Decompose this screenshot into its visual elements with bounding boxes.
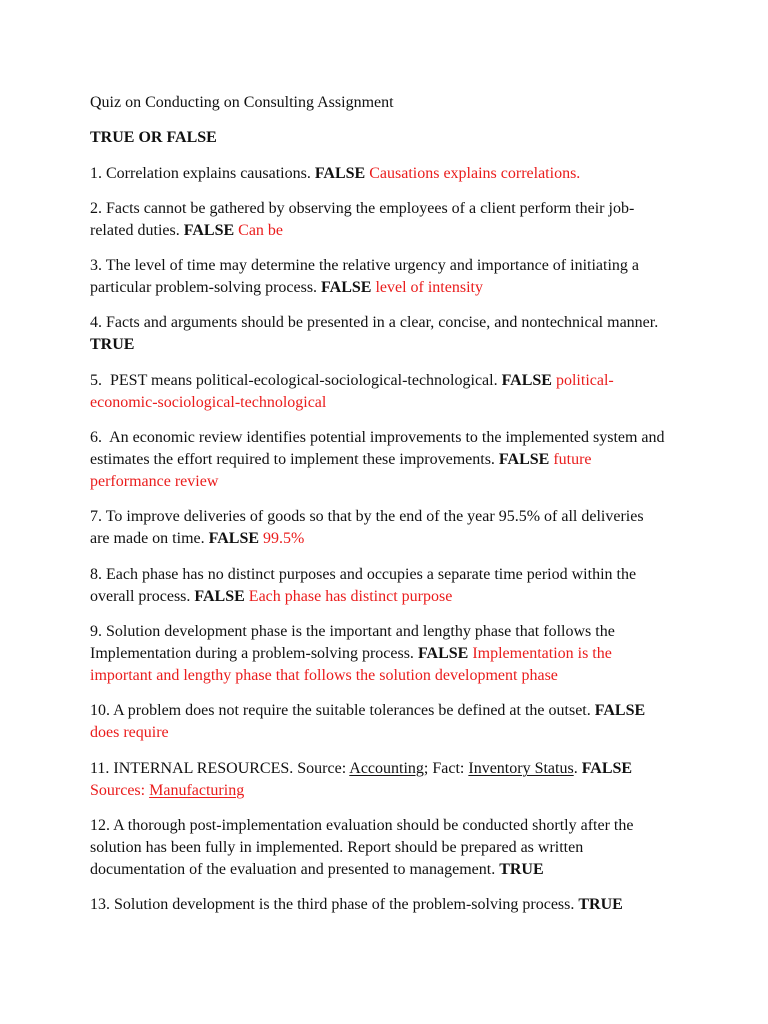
correction-text: does require bbox=[90, 724, 169, 742]
correction-text: 99.5% bbox=[259, 530, 305, 548]
question-text: Implementation during a problem-solving process. bbox=[90, 644, 418, 662]
answer-label: FALSE bbox=[594, 702, 646, 720]
quiz-item-line bbox=[90, 198, 665, 220]
quiz-item-4 bbox=[90, 312, 665, 356]
quiz-item-line bbox=[90, 471, 665, 493]
quiz-item-line bbox=[90, 780, 665, 802]
correction-text: Implementation is the bbox=[468, 644, 612, 662]
quiz-item-line bbox=[90, 277, 665, 299]
quiz-item-5 bbox=[90, 370, 665, 414]
quiz-item-line bbox=[90, 312, 665, 334]
document-title: Quiz on Conducting on Consulting Assignment bbox=[90, 94, 394, 111]
question-text: solution has been fully in implemented. Report should be prepared as written bbox=[90, 838, 584, 856]
question-text: 2. Facts cannot be gathered by observing the employees of a client perform their job- bbox=[90, 199, 635, 217]
answer-label: TRUE bbox=[90, 336, 135, 354]
question-text: 13. Solution development is the third phase of the problem-solving process. bbox=[90, 896, 579, 914]
answer-label: FALSE bbox=[208, 530, 260, 548]
answer-label: TRUE bbox=[499, 860, 544, 878]
correction-text: Each phase has distinct purpose bbox=[244, 587, 453, 605]
correction-text: political- bbox=[551, 371, 614, 389]
correction-text: performance review bbox=[90, 473, 219, 491]
correction-text: future bbox=[549, 451, 592, 469]
question-text: are made on time. bbox=[90, 530, 209, 548]
quiz-item-6 bbox=[90, 427, 665, 493]
quiz-item-line bbox=[90, 894, 665, 916]
quiz-item-line bbox=[90, 528, 665, 550]
quiz-item-line bbox=[90, 586, 665, 608]
question-text: 1. Correlation explains causations. bbox=[90, 164, 315, 182]
quiz-item-line bbox=[90, 621, 665, 643]
quiz-item-line bbox=[90, 255, 665, 277]
underlined-term: Inventory Status bbox=[468, 759, 574, 777]
quiz-item-line bbox=[90, 643, 665, 665]
answer-label: FALSE bbox=[194, 587, 245, 605]
quiz-item-line bbox=[90, 758, 665, 780]
answer-label: FALSE bbox=[501, 371, 552, 389]
quiz-item-10 bbox=[90, 700, 665, 744]
underlined-correction: Manufacturing bbox=[149, 781, 245, 799]
quiz-item-line bbox=[90, 837, 665, 859]
quiz-item-line bbox=[90, 370, 665, 392]
answer-label: FALSE bbox=[314, 164, 366, 182]
question-text: overall process. bbox=[90, 587, 195, 605]
correction-text: important and lengthy phase that follows the solution development phase bbox=[90, 666, 558, 684]
correction-text: level of intensity bbox=[371, 279, 483, 297]
underlined-term: Accounting bbox=[349, 759, 424, 777]
answer-label: FALSE bbox=[321, 279, 372, 297]
quiz-item-1 bbox=[90, 163, 665, 185]
question-text: 10. A problem does not require the suitable tolerances be defined at the outset. bbox=[90, 702, 595, 720]
quiz-item-line bbox=[90, 700, 665, 722]
quiz-item-line bbox=[90, 564, 665, 586]
quiz-item-line bbox=[90, 334, 665, 356]
quiz-item-7 bbox=[90, 506, 665, 550]
question-text: ; Fact: bbox=[423, 759, 469, 777]
question-text: 11. INTERNAL RESOURCES. Source: bbox=[90, 759, 350, 777]
question-text: 3. The level of time may determine the relative urgency and importance of initiating a bbox=[90, 257, 639, 275]
quiz-item-8 bbox=[90, 564, 665, 608]
answer-label: FALSE bbox=[498, 451, 550, 469]
section-heading: TRUE OR FALSE bbox=[90, 129, 217, 147]
question-text: 8. Each phase has no distinct purposes and occupies a separate time period within the bbox=[90, 565, 637, 583]
quiz-item-line bbox=[90, 665, 665, 687]
quiz-items bbox=[90, 163, 665, 917]
quiz-item-line bbox=[90, 392, 665, 414]
question-text: 9. Solution development phase is the important and lengthy phase that follows the bbox=[90, 622, 615, 640]
question-text: 5. PEST means political-ecological-sociological-technological. bbox=[90, 371, 502, 389]
quiz-item-line bbox=[90, 163, 665, 185]
quiz-item-line bbox=[90, 859, 665, 881]
quiz-item-13 bbox=[90, 894, 665, 916]
quiz-item-line bbox=[90, 449, 665, 471]
question-text: . bbox=[573, 759, 582, 777]
question-text: documentation of the evaluation and presented to management. bbox=[90, 860, 500, 878]
question-text: related duties. bbox=[90, 221, 184, 239]
quiz-item-line bbox=[90, 220, 665, 242]
question-text: 4. Facts and arguments should be presented in a clear, concise, and nontechnical manner. bbox=[90, 314, 659, 332]
answer-label: FALSE bbox=[581, 759, 633, 777]
question-text: 7. To improve deliveries of goods so that by the end of the year 95.5% of all deliveries bbox=[90, 508, 644, 526]
answer-label: FALSE bbox=[183, 221, 235, 239]
quiz-item-9 bbox=[90, 621, 665, 687]
question-text: estimates the effort required to implement these improvements. bbox=[90, 451, 499, 469]
document-page bbox=[90, 92, 665, 929]
correction-text: Can be bbox=[234, 221, 284, 239]
quiz-item-line bbox=[90, 815, 665, 837]
correction-text: Causations explains correlations. bbox=[365, 164, 581, 182]
question-text: 6. An economic review identifies potential improvements to the implemented system and bbox=[90, 429, 665, 447]
quiz-item-line bbox=[90, 427, 665, 449]
answer-label: FALSE bbox=[417, 644, 469, 662]
quiz-item-3 bbox=[90, 255, 665, 299]
quiz-item-2 bbox=[90, 198, 665, 242]
quiz-item-line bbox=[90, 506, 665, 528]
correction-text: Sources: bbox=[90, 781, 150, 799]
correction-text: economic-sociological-technological bbox=[90, 393, 327, 411]
answer-label: TRUE bbox=[578, 896, 623, 914]
quiz-item-12 bbox=[90, 815, 665, 881]
quiz-item-11 bbox=[90, 758, 665, 802]
question-text: particular problem-solving process. bbox=[90, 279, 322, 297]
quiz-item-line bbox=[90, 722, 665, 744]
question-text: 12. A thorough post-implementation evaluation should be conducted shortly after the bbox=[90, 816, 634, 834]
